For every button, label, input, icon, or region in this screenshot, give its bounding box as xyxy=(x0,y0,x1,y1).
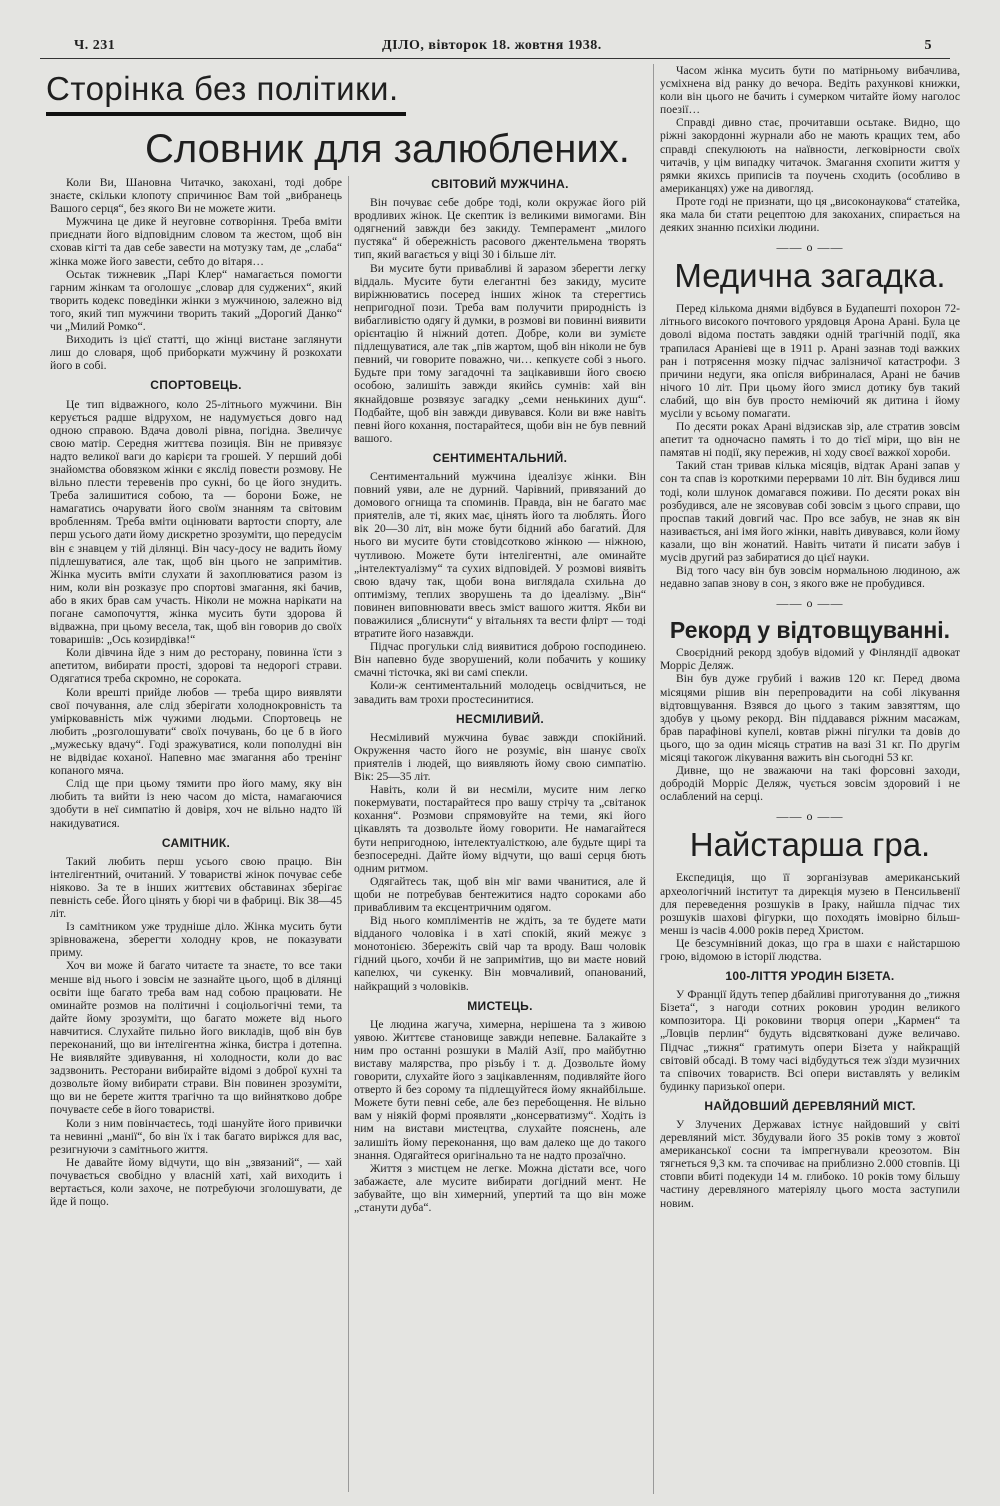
running-header xyxy=(62,38,942,58)
paragraph: Коли врешті прийде любов — треба щиро виявляти свої почування, але слід зберігати холоднокровність та умірковавність між чужими людьми. Спортовець не любить „розголошувати“ своїх почувань, бо це б в його „мужеську вдачу“. Годі зражуватися, коли пополудні він не відвідає коханої. Напевно має змагання або тренінг копаного мяча. xyxy=(50,685,342,778)
paragraph: У Франції йдуть тепер дбайливі приготування до „тижня Бізета“, з нагоди сотних роковин уродин великого композитора. Ці роковини творця опери „Кармен“ та „Ловців перлин“ будуть відсвятковані дуже величаво. Підчас „тижня“ гратимуть опери Бізета у найкращій світовій обсаді. В тому часі відбудуться теж зїзди музичних та співочих товариств. Всі опери виставлять у великім будинку паризької опери. xyxy=(660,988,960,1093)
paragraph: Такий стан тривав кілька місяців, відтак Арані запав у сон та спав із короткими перервами 10 літ. Він будився лиш тоді, коли шлунок домагався поживи. По десяти роках він розбудився, але не зясовував собі зовсім з цього справи, що проспав такий довгий час. Про все забув, не знав як він називається, ані імя його жінки, навіть дивувався, коли йому казали, що він жонатий. Навіть читати й писати забув і мусів другий раз забиратися до цієї науки. xyxy=(660,459,960,564)
column-2 xyxy=(354,176,646,1492)
subheading-shy: НЕСМІЛИВИЙ. xyxy=(455,711,545,726)
issue-number: Ч. 231 xyxy=(74,38,116,53)
paragraph: У Злучених Державах істнує найдовший у світі деревляний міст. Збудували його 35 років тому з жовтої американської сосни та імпрегнували креозотом. Він тягнеться 9,3 км. та спочиває на приблизно 2.000 стовпів. Ці стовпи вбиті подекуди 14 м. глибоко. 10 років тому більшу частину деревляного матеріялу цього моста заступили новим. xyxy=(660,1118,960,1210)
section-rule xyxy=(46,112,406,116)
subheading-loner: САМІТНИК. xyxy=(161,835,231,850)
paragraph: Слід ще при цьому тямити про його маму, яку він любить та вийти із нею часом до міста, намагаючися здобути в неї симпатію й довіря, хоч не вільно надто їй накидуватися. xyxy=(50,777,342,830)
subheading-artist: МИСТЕЦЬ. xyxy=(467,998,533,1013)
article-title: Словник для залюблених. xyxy=(145,127,630,171)
paragraph: Навіть, коли й ви несміли, мусите ним легко покермувати, постарайтеся про вашу стрічу та „світанок кохання“. Розмови спрямовуйте на теми, які його цікавлять та дозвольте йому говорити. Не намагайтеся бути непригодною, інтелектуалісткою, але будьте щирі та безпосередні. Дайте йому відчути, що ваші серця бють одним ритмом. xyxy=(354,783,646,875)
paragraph: Він був дуже грубий і важив 120 кг. Перед двома місяцями рішив він перепровадити на собі лікування відтовщування. Взявся до цього з таким завзяттям, що здобув у цьому рекорд. Він піддавався ріжним масажам, брав парафінові купелі, ковтав ріжні пігулки та довів до цього, що за один місяць стратив на вазі 31 кг. По другім місяці такогож лікування важить він сьогодні 53 кг. xyxy=(660,672,960,765)
paragraph: Сентиментальний мужчина ідеалізує жінки. Він повний уяви, але не дурний. Чарівний, привязаний до домового огнища та споминів. Правда, він не багато має приятелів, але ті, яких має, цінять його та люблять. Його вік 20—30 літ, він може бути бідний або багатий. Для нього ви мусите бути стовідсотково жінкою — ніжною, чутливою. Можете бути інтелігентні, але оминайте „інтелектуалізму“ та сухих відповідей. У розмові виявіть свою вдачу так, щоби вона виглядала схильна до оптимізму, теплих зворушень та до ідеалізму. „Він“ повинен виповнювати ввесь зміст вашого життя. Якби ви поважилися „блиснути“ у вітальнях та вести флірт — тоді втратите його назавжди. xyxy=(354,469,646,641)
headline-weight-record: Рекорд у відтовщуванні. xyxy=(669,617,951,644)
page-number: 5 xyxy=(924,38,932,53)
paragraph: Від того часу він був зовсім нормальною людиною, аж недавно запав знову в сон, з якого вже не пробудився. xyxy=(660,564,960,591)
paragraph: Хоч ви може й багато читаєте та знаєте, то все таки менше від нього і зовсім не зазнайте цього, щоб в ділянці освіти іще багато треба вам над собою працювати. Не оминайте розмов на політичні і соціольогічні теми, та дайте йому зрозуміти, що багато можете від нього навчитися. Слухайте пильно його викладів, щоб він був переконаний, що ви інтелігентна жінка, бистра і дотепна. Не виявляйте здивування, ні холодности, коли до вас задзвонить. Ресторани вибирайте відомі з доброї кухні та дозвольте йому вибирати страви. Він повинен зрозуміти, що ви не берете життя трагічно та що вийнятково добре почуваєте себе в його товаристві. xyxy=(50,959,342,1117)
header-rule xyxy=(40,58,950,59)
column-divider xyxy=(348,176,349,1492)
paragraph: Це людина жагуча, химерна, нерішена та з живою уявою. Життєве становище завжди непевне. Балакайте з ним про останні розшуки в Малій Азії, про майбутню виставу малярства, про різьбу і т. д. Дозвольте йому говорити, слухайте його з зацікавленням, подивляйте його отверто й без сорому та підлещуйтеся йому якнайбільше. Можете бути певні себе, але без перебощення. Не вільно вам у ніякій формі проявляти „консерватизму“. Ходіть із ним на вистави мистецтва, слухайте пояснень, але залишіть йому переконання, що вам далеко ще до такого знання. Одягайтеся оригінально та не надто прозаїчно. xyxy=(354,1017,646,1162)
masthead-date: ДІЛО, вівторок 18. жовтня 1938. xyxy=(382,38,602,53)
paragraph: Виходить із цієї статті, що жінці вистане заглянути лиш до словаря, щоб приборкати мужчину й розкохати його в собі. xyxy=(50,333,342,373)
paragraph: Не давайте йому відчути, що він „звязаний“, — хай почувається свобідно у власній хаті, хай виходить і вертається, коли захоче, не потребуючи зголошувати, де йде й пощо. xyxy=(50,1155,342,1209)
column-divider xyxy=(653,64,654,1494)
paragraph: Справді дивно стає, прочитавши осьтаке. Видно, що ріжні закордонні журнали або не мають кращих тем, або справді спекулюють на наївности, легковірности своїх читачів, у цім випадку читачок. Змагання схопити життя у рямки якихсь приписів та поучень сходить (особливо в американцях) уже на дивогляд. xyxy=(660,116,960,195)
headline-medical-puzzle: Медична загадка. xyxy=(674,257,946,295)
column-1 xyxy=(50,176,342,1492)
section-title: Сторінка без політики. xyxy=(46,70,399,107)
paragraph: Часом жінка мусить бути по матірньому вибачлива, усміхнена від ранку до вечора. Ведіть рахункові книжки, коли він цього не бачить і сумерком читайте йому наголос поезії… xyxy=(660,64,960,117)
column-3 xyxy=(660,64,960,1494)
paragraph: По десяти роках Арані відзискав зір, але стратив зовсім апетит та одночасно память і то до тієї міри, що він не памятав ні події, яку пережив, ні ходу своєї важкої хороби. xyxy=(660,420,960,460)
paragraph: Експедиція, що її зорганізував американський археологічний інститут та дирекція музею в Пенсильвенії для переведення розшуків в Іраку, найшла підчас тих розшуків шахові фігурки, що походять імовірно більш-менш із часів 4.000 років перед Христом. xyxy=(660,871,960,937)
ornament-divider: —— o —— xyxy=(776,809,844,824)
subheading-sportsman: СПОРТОВЕЦЬ. xyxy=(150,378,242,393)
paragraph: Життя з мистцем не легке. Можна дістати все, чого забажаєте, але мусите вибирати догідний мент. Не забувайте, що він химерний, упертий та що він може „станути дуба“. xyxy=(354,1161,646,1215)
paragraph: Одягайтесь так, щоб він міг вами чванитися, але й щоби не потребував бентежитися надто сороками або привабливим та ексцентричним одягом. xyxy=(354,874,646,914)
paragraph: Він почуває себе добре тоді, коли окружає його рій вродливих жінок. Це скептик із великими вимогами. Він одягнений завжди без закиду. Темперамент „милого пустяка“ й обережність расового джентельмена творять тип, який вагається у віці 30 і більше літ. xyxy=(354,196,646,262)
paragraph: Підчас прогульки слід виявитися доброю господинею. Він напевно буде зворушений, коли побачить у кошику смачні тісточка, які ви самі спекли. xyxy=(354,640,646,680)
paragraph: Несміливий мужчина буває завжди спокійний. Окруження часто його не розуміє, він шанує своїх приятелів і людей, що виявляють йому свою симпатію. Вік: 25—35 літ. xyxy=(354,730,646,784)
paragraph: Проте годі не признати, що ця „високонаукова“ статейка, яка мала би стати рецептою для закоханих, спирається на деяких знанню психіки людини. xyxy=(660,194,960,235)
subheading-bridge: НАЙДОВШИЙ ДЕРЕВЛЯНИЙ МІСТ. xyxy=(704,1098,916,1113)
ornament-divider: —— o —— xyxy=(776,596,844,611)
paragraph: Коли з ним повінчаєтесь, тоді шануйте його привички та невинні „манії“, бо він їх і так багато виріжся для вас, резигнуючи з самітнього життя. xyxy=(50,1116,342,1156)
paragraph: Коли Ви, Шановна Читачко, закохані, тоді добре знаєте, скільки клопоту спричинює Вам той „вибранець Вашого серця“, без якого Ви не можете жити. xyxy=(50,176,342,216)
subheading-worldly-man: СВІТОВИЙ МУЖЧИНА. xyxy=(431,177,569,191)
paragraph: Від нього компліментів не ждіть, за те будете мати відданого чоловіка і в хаті спокій, який межує з монотонією. Збережіть свій чар та вроду. Ваш чоловік гідний цього, хочби й не запримітив, що ви маєте новий капелюх, чи сукенку. Він мовчаливий, опанований, найкращий з чоловіків. xyxy=(354,914,646,993)
headline-oldest-game: Найстарша гра. xyxy=(689,826,931,864)
subheading-bizet: 100-ЛІТТЯ УРОДИН БІЗЕТА. xyxy=(725,969,895,984)
paragraph: Коли дівчина йде з ним до ресторану, повинна їсти з апетитом, вибирати прості, здорові та недорогі страви. Одягатися треба скромно, не сороката. xyxy=(50,646,342,686)
paragraph: Перед кількома днями відбувся в Будапешті похорон 72-літнього високого почтового урядовця Арона Арані. Була це доволі відома постать завдяки одній трагічній події, яка трапилася Араніеві ще в 1911 р. Арані зазнав тоді важких ран і потрясення мозку підчас залізничої катастрофи. З причини недуги, яка опісля вибриналася, Арані не бачив нічого 10 літ. При цьому його змисл дотику був такий слабий, що він був просто неміючий як дитина і йому мусіли у всьому помагати. xyxy=(660,302,960,420)
subheading-sentimental: СЕНТИМЕНТАЛЬНИЙ. xyxy=(432,450,568,465)
paragraph: Коли-ж сентиментальний молодець освідчиться, не завадить вам трохи простесинитися. xyxy=(354,679,646,706)
paragraph: Осьтак тижневик „Парі Клер“ намагається помогти гарним жінкам та оголошує „словар для суджених“, який творить кодекс поведінки жінки з мужчиною, залежно від того, який тип мужчини творить такий „Дорогий Данко“ чи „Милий Ромко“. xyxy=(50,267,342,334)
paragraph: Це безсумнівний доказ, що гра в шахи є найстаршою грою, відомою в історії людства. xyxy=(660,936,960,963)
paragraph: Із самітником уже трудніше діло. Жінка мусить бути зрівноважена, зберегти холодну кров, не показувати приму. xyxy=(50,920,342,960)
ornament-divider: —— o —— xyxy=(776,240,844,255)
paragraph: Ви мусите бути привабливі й заразом зберегти легку віддаль. Мусите бути елегантні без закиду, мусите виріжнюватись посеред інших жінок та стерегтись непригодної пози. Треба вам получити природність із вибагливістю одягу й думки, в розмові ви повинні виявити орієнтацію й ніжний дотеп. Добре, коли ви зумієте підлещуватися, але так „пів жартом, щоб він ніколи не був певний, чи говорите поважно, чи… кепкуєте собі з нього. Будьте при тому загадочні та зацікавивши його своєю особою, залишіть завжди якийсь сумнів: хай він якнайдовше розвязує загадку „семи ненькиних душ“. Подбайте, щоб він завжди дивувався. Коли ви вже навіть певні його кохання, постарайтеся, щоби він не був певний вашого. xyxy=(354,261,646,445)
paragraph: Мужчина це дике й неуговне сотворіння. Треба вміти приєднати його відповідним словом та жестом, щоб він сховав кігті та дав себе завести на мотузку там, де „слаба“ жінка може його завести, себто до вітаря… xyxy=(50,215,342,268)
paragraph: Своєрідний рекорд здобув відомий у Фінляндії адвокат Морріс Деляж. xyxy=(660,646,960,673)
paragraph: Такий любить перш усього свою працю. Він інтелігентний, очитаний. У товаристві жінок почуває себе ніяково. За те в інших життєвих обставинах зберігає певність себе. Його цінять у бюрі чи в фабриці. Вік 38—45 літ. xyxy=(50,854,342,921)
paragraph: Це тип відважного, коло 25-літнього мужчини. Він керується радше відрухом, не надумується довго над одною справою. Вдача доволі рівна, погідна. Звеличує свою матір. Середня життєва позиція. Він не привязує надто великої ваги до карієри та грошей. У перший добі знайомства обовязком жінки є якслід повести розмову. Не вільно плести теревенів про сукні, бо це його знудить. Треба залишитися собою, та — борони Боже, не намагатись очарувати його своїм знанням та світовим вробленням. Треба вміти оцінювати вартости спорту, але перш усього дати йому дискретно зрозуміти, що передусім він є знавцем у тій ділянці. Він часу-досу не вадить йому підлешуватися, але так, щоб він цього не запримітив. Жінка мусить вміти слухати й захоплюватися разом із ним, коли він розказує про спортові змагання, які бачив, або в яких брав сам участь. Ніколи не можна нарікати на погане самопочуття, жінка мусить бути здорова й відважна, при цьому весела, так, щоб він говорив до своїх товаришів: „Ось козирдівка!“ xyxy=(50,397,342,647)
paragraph: Дивне, що не зважаючи на такі форсовні заходи, добродій Морріс Деляж, чується зовсім здоровий і не ослаблений на серці. xyxy=(660,764,960,804)
